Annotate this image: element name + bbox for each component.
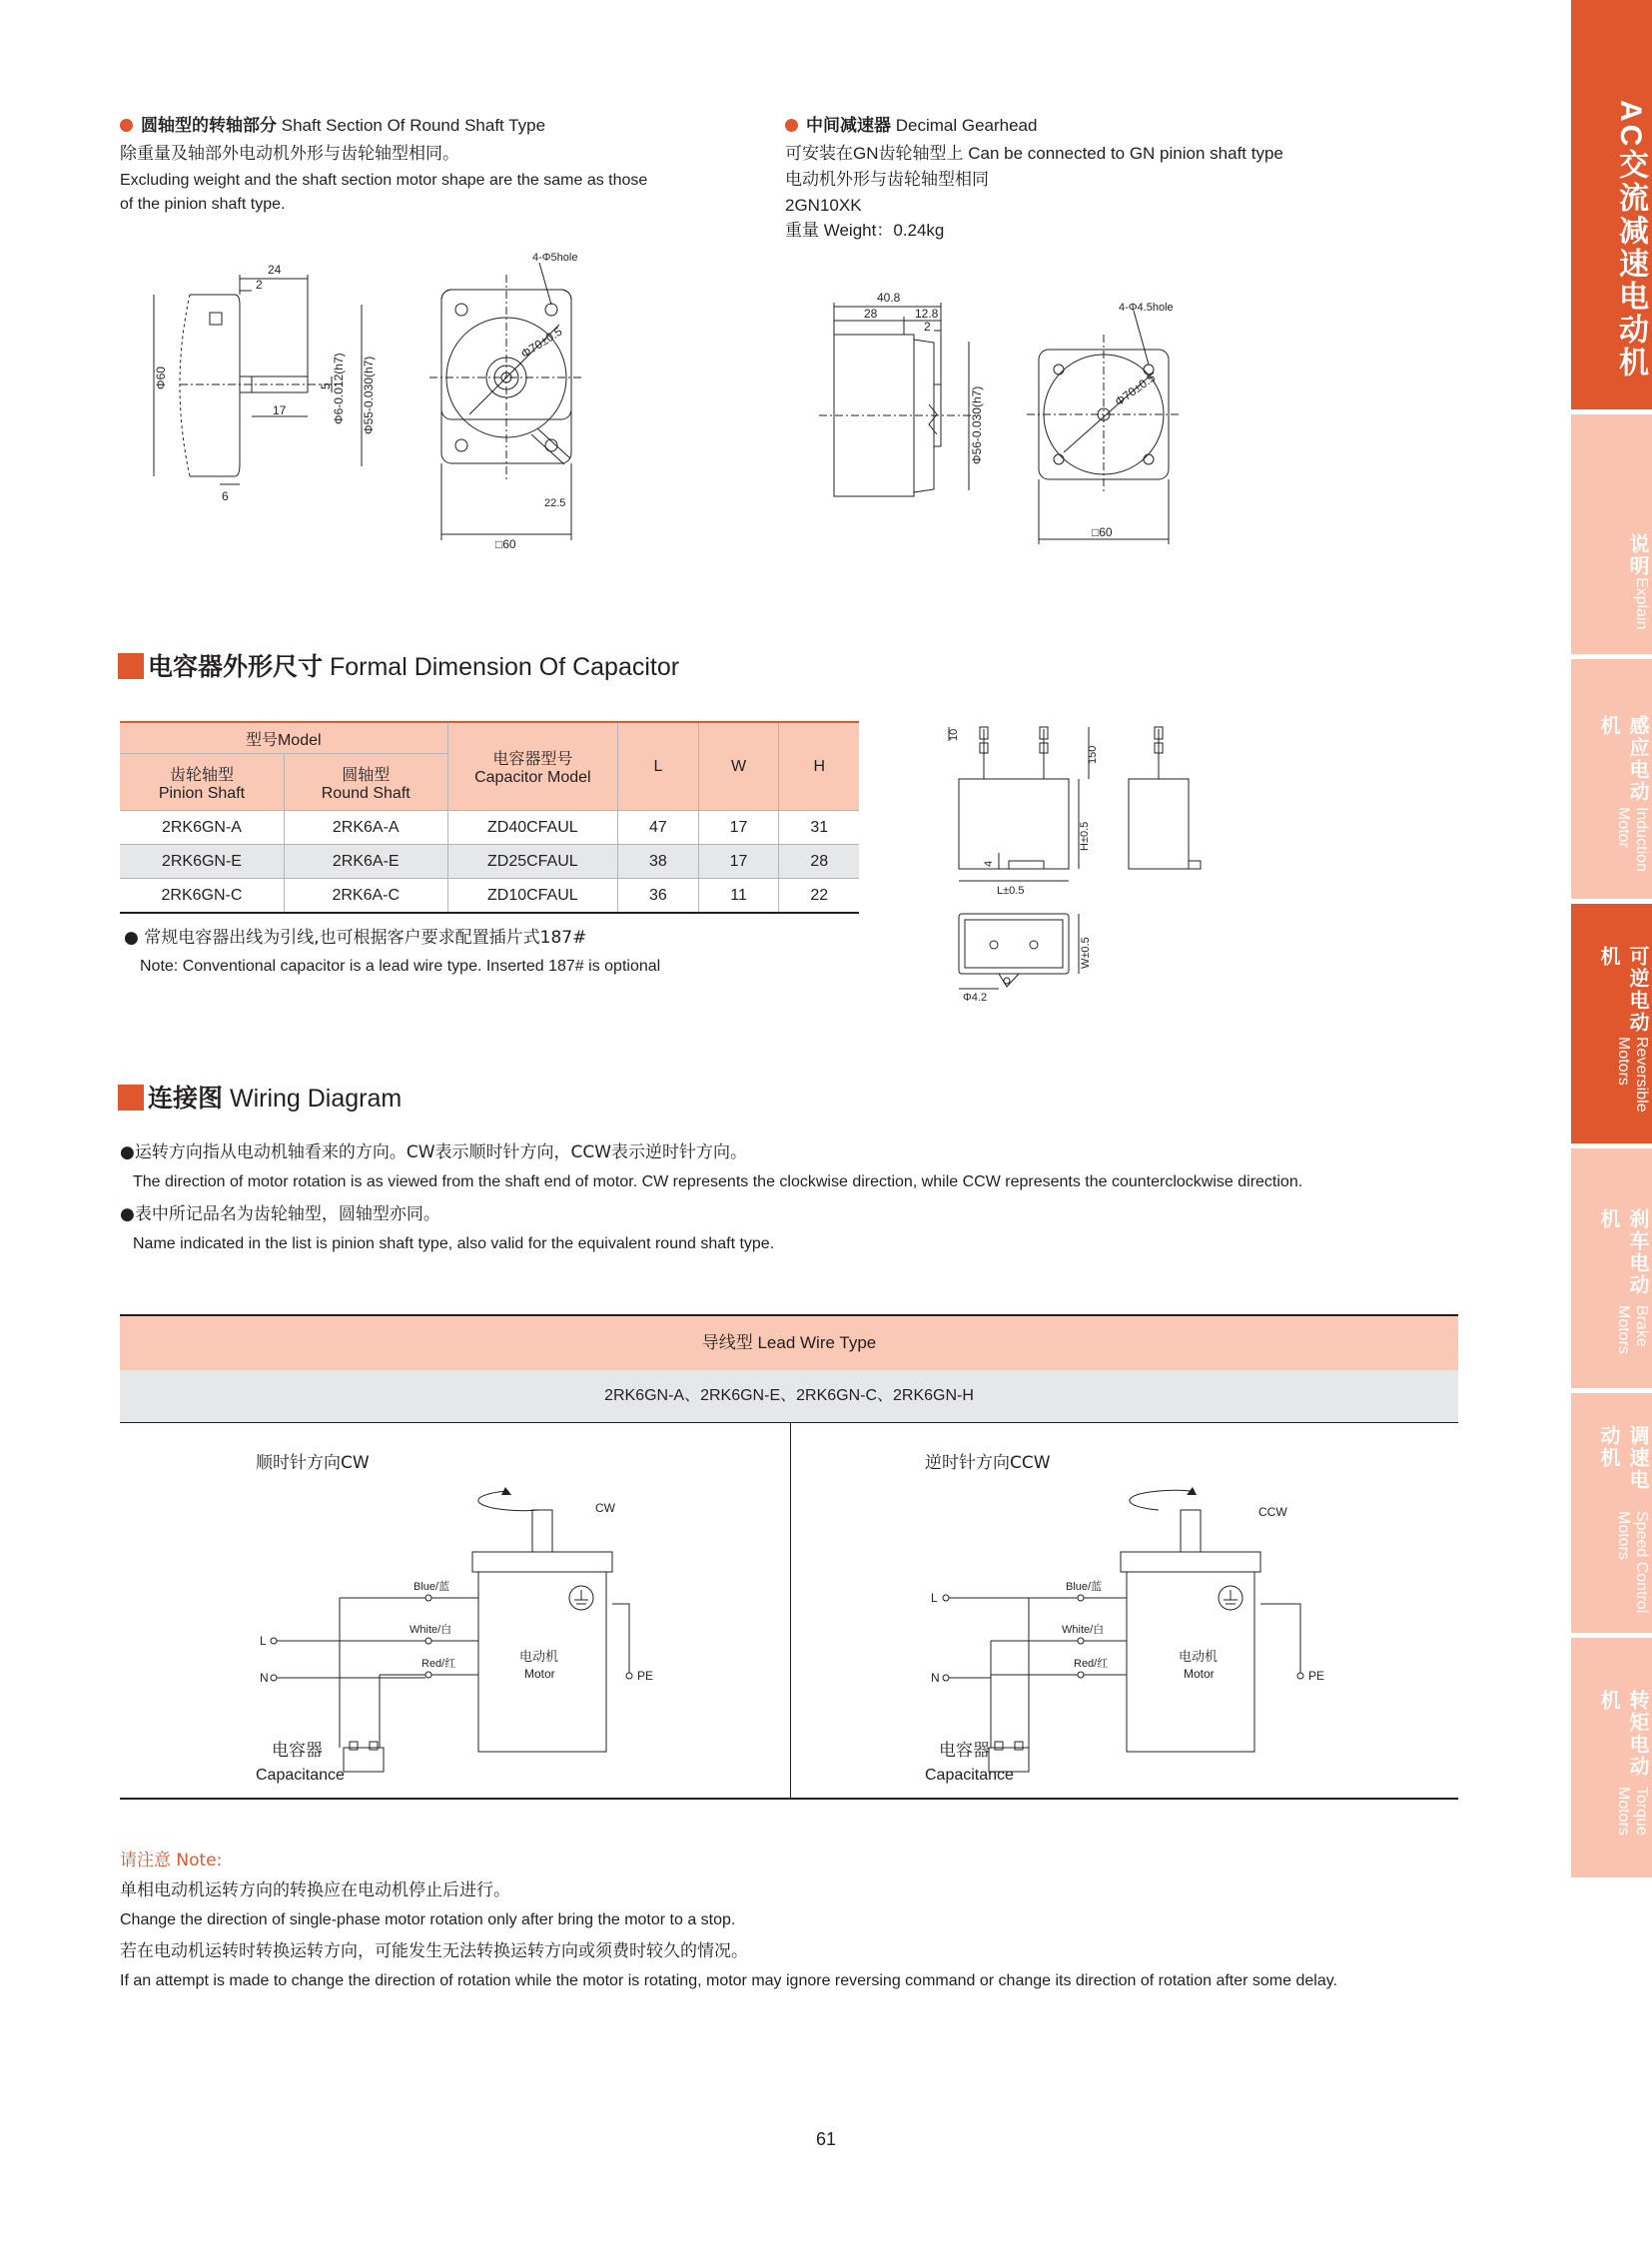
dim-phi70: Φ70±0.5 — [518, 324, 565, 362]
gearhead-desc2: 电动机外形与齿轮轴型相同 — [785, 170, 989, 190]
sidebar-item-label: 转矩电动机 — [1597, 1690, 1648, 1778]
sidebar-item-brake[interactable] — [1571, 1148, 1652, 1388]
capacitor-drawing — [939, 709, 1239, 1009]
capacitor-note-en: Note: Conventional capacitor is a lead wire type. Inserted 187# is optional — [140, 958, 661, 975]
note-line3: 若在电动机运转时转换运转方向，可能发生无法转换运转方向或须费时较久的情况。 — [120, 1941, 748, 1961]
dim-40-8: 40.8 — [877, 291, 901, 305]
cap-dim-150: 150 — [1087, 745, 1099, 764]
cell-h: 28 — [779, 845, 859, 879]
bullet-icon — [785, 119, 798, 132]
wiring-bullet2-en: Name indicated in the list is pinion shaft type, also valid for the equivalent round shaft type. — [133, 1235, 775, 1252]
cell-w: 11 — [698, 879, 779, 914]
dim-phi55: Φ55-0.030(h7) — [362, 356, 376, 434]
dim-6: 6 — [222, 489, 229, 503]
sidebar-item-reversible[interactable] — [1571, 904, 1652, 1143]
capacitor-note-cn: ● 常规电容器出线为引线,也可根据客户要求配置插片式187# — [124, 928, 587, 948]
th-cap-cn: 电容器型号 — [492, 751, 573, 768]
gearhead-heading — [785, 113, 1037, 139]
note-line1: 单相电动机运转方向的转换应在电动机停止后进行。 — [120, 1880, 510, 1900]
ccw-dir-label: CCW — [1258, 1505, 1287, 1519]
ccw-pe-label: PE — [1308, 1669, 1325, 1683]
cell-l: 36 — [618, 879, 699, 914]
cw-motor-en: Motor — [524, 1667, 555, 1681]
cw-red-label: Red/红 — [421, 1658, 456, 1670]
gearhead-heading-cn: 中间减速器 — [806, 116, 891, 136]
dim-phi6: Φ6-0.012(h7) — [332, 353, 346, 424]
sidebar-item-sublabel: Torque Motors — [1615, 1787, 1650, 1837]
dim-sq60: □60 — [1092, 525, 1113, 539]
th-capacitor-model — [447, 722, 618, 811]
cap-dim-h: H±0.5 — [1079, 821, 1091, 851]
dim-2: 2 — [256, 278, 263, 292]
th-round — [284, 754, 447, 811]
capacitor-section-title — [118, 647, 679, 683]
lead-wire-type-header: 导线型 Lead Wire Type — [120, 1314, 1458, 1370]
gearhead-heading-en: Decimal Gearhead — [895, 116, 1038, 135]
round-shaft-desc-cn: 除重量及轴部外电动机外形与齿轮轴型相同。 — [120, 144, 459, 164]
table-row — [120, 811, 859, 845]
gearhead-model: 2GN10XK — [785, 196, 862, 215]
wiring-bottom-rule — [120, 1798, 1458, 1800]
ccw-red-label: Red/红 — [1074, 1658, 1109, 1670]
th-pinion-cn: 齿轮轴型 — [169, 766, 234, 784]
page-number: 61 — [815, 2129, 837, 2149]
cw-pe-label: PE — [637, 1669, 654, 1683]
dim-phi60: Φ60 — [154, 367, 168, 389]
ccw-blue-label: Blue/蓝 — [1066, 1581, 1103, 1593]
cap-dim-phi4-2: Φ4.2 — [963, 992, 988, 1004]
sidebar-item-sublabel: Reversible Motors — [1615, 1037, 1650, 1113]
table-row — [120, 845, 859, 879]
th-cap-en: Capacitor Model — [474, 769, 591, 786]
th-round-en: Round Shaft — [321, 784, 411, 802]
ccw-cap-cn: 电容器 — [939, 1741, 990, 1761]
cw-cap-cn: 电容器 — [272, 1741, 323, 1761]
dim-17: 17 — [273, 403, 287, 417]
cell-h: 22 — [779, 879, 859, 914]
dim-2: 2 — [924, 320, 931, 334]
cw-white-label: White/白 — [410, 1624, 452, 1636]
th-l: L — [618, 722, 699, 811]
ccw-n-label: N — [931, 1671, 940, 1685]
th-w: W — [698, 722, 779, 811]
cap-dim-l: L±0.5 — [997, 885, 1025, 897]
cell-w: 17 — [698, 845, 779, 879]
cell-h: 31 — [779, 811, 859, 845]
ccw-cap-en: Capacitance — [925, 1767, 1014, 1784]
wiring-bullet1-en: The direction of motor rotation is as viewed from the shaft end of motor. CW represents the clockwise direction, while CCW represents the counterclockwise direction. — [133, 1173, 1303, 1190]
note-line4: If an attempt is made to change the direction of rotation while the motor is rotating, motor may ignore reversing command or change its direction of rotation after some delay. — [120, 1972, 1337, 1989]
cw-l-label: L — [260, 1634, 267, 1648]
cw-n-label: N — [260, 1671, 269, 1685]
cell-round: 2RK6A-A — [284, 811, 447, 845]
sidebar-item-explain[interactable] — [1571, 414, 1652, 654]
th-pinion-en: Pinion Shaft — [158, 784, 246, 802]
sidebar-main-tab[interactable] — [1571, 0, 1652, 409]
bullet-icon — [120, 119, 133, 132]
ccw-white-label: White/白 — [1062, 1624, 1105, 1636]
round-shaft-desc-en1: Excluding weight and the shaft section motor shape are the same as those — [120, 172, 648, 189]
sidebar-item-label: 调速电动机 — [1597, 1425, 1648, 1491]
dim-sq60: □60 — [495, 537, 516, 551]
th-round-cn: 圆轴型 — [342, 766, 391, 784]
cw-cap-en: Capacitance — [256, 1767, 345, 1784]
cell-l: 47 — [618, 811, 699, 845]
th-pinion — [120, 754, 284, 811]
sidebar-item-induction[interactable] — [1571, 659, 1652, 899]
dim-5: 5 — [319, 382, 333, 389]
sidebar-item-sublabel: Explain — [1633, 577, 1650, 630]
cap-dim-w: W±0.5 — [1080, 937, 1092, 969]
round-shaft-drawing — [140, 245, 639, 554]
sidebar-item-label: 感应电动机 — [1597, 715, 1648, 803]
ccw-l-label: L — [931, 1591, 938, 1605]
cw-motor-cn: 电动机 — [519, 1649, 559, 1664]
dim-22-5: 22.5 — [544, 497, 566, 509]
cell-round: 2RK6A-C — [284, 879, 447, 914]
sidebar-item-label: 说明 — [1626, 533, 1648, 578]
wiring-models: 2RK6GN-A、2RK6GN-E、2RK6GN-C、2RK6GN-H — [120, 1370, 1458, 1423]
dim-phi70: Φ70±0.5 — [1112, 370, 1159, 409]
dim-holes: 4-Φ4.5hole — [1119, 302, 1174, 314]
wiring-bullet1-cn: ●运转方向指从电动机轴看来的方向。CW表示顺时针方向，CCW表示逆时针方向。 — [120, 1142, 748, 1162]
cell-cap: ZD10CFAUL — [447, 879, 618, 914]
round-shaft-heading-en: Shaft Section Of Round Shaft Type — [281, 116, 546, 135]
dim-holes: 4-Φ5hole — [532, 252, 578, 264]
sidebar-item-torque[interactable] — [1571, 1638, 1652, 1877]
round-shaft-heading-cn: 圆轴型的转轴部分 — [141, 116, 277, 136]
dim-24: 24 — [268, 263, 282, 277]
sidebar-item-sublabel: Brake Motors — [1615, 1304, 1650, 1354]
round-shaft-heading — [120, 113, 545, 139]
cw-blue-label: Blue/蓝 — [413, 1581, 450, 1593]
round-shaft-desc-en2: of the pinion shaft type. — [120, 196, 286, 213]
cell-cap: ZD25CFAUL — [447, 845, 618, 879]
cw-title: 顺时针方向CW — [256, 1453, 370, 1473]
capacitor-table — [120, 721, 859, 914]
cap-dim-4: 4 — [983, 860, 995, 867]
capacitor-title-cn: 电容器外形尺寸 — [148, 652, 324, 681]
gearhead-drawing — [809, 285, 1229, 554]
cap-dim-10: 10 — [948, 728, 960, 741]
dim-phi56: Φ56-0.030(h7) — [970, 385, 984, 464]
note-title: 请注意 Note: — [120, 1851, 223, 1870]
ccw-motor-cn: 电动机 — [1179, 1649, 1219, 1664]
sidebar-item-sublabel: Induction Motor — [1615, 806, 1650, 872]
wiring-divider — [790, 1423, 791, 1798]
section-square-icon — [118, 653, 144, 679]
capacitor-title-en: Formal Dimension Of Capacitor — [329, 653, 680, 681]
dim-28: 28 — [864, 307, 878, 321]
gearhead-weight: 重量 Weight：0.24kg — [785, 221, 945, 240]
ccw-title: 逆时针方向CCW — [925, 1453, 1051, 1473]
cell-w: 17 — [698, 811, 779, 845]
sidebar-item-label: 可逆电动机 — [1597, 946, 1648, 1034]
wiring-title-cn: 连接图 — [148, 1084, 224, 1113]
dim-12-8: 12.8 — [915, 307, 939, 321]
table-row — [120, 879, 859, 914]
cell-pinion: 2RK6GN-E — [120, 845, 284, 879]
sidebar-item-sublabel: Speed Control Motors — [1615, 1511, 1650, 1614]
note-line2: Change the direction of single-phase motor rotation only after bring the motor to a stop. — [120, 1911, 736, 1928]
th-h: H — [779, 722, 859, 811]
wiring-title-en: Wiring Diagram — [229, 1085, 403, 1113]
wiring-bullet2-cn: ●表中所记品名为齿轮轴型，圆轴型亦同。 — [120, 1204, 440, 1224]
cell-l: 38 — [618, 845, 699, 879]
th-model: 型号Model — [120, 722, 447, 754]
sidebar-item-label: 刹车电动机 — [1597, 1208, 1648, 1296]
gearhead-desc1: 可安装在GN齿轮轴型上 Can be connected to GN pinion shaft type — [785, 144, 1283, 163]
wiring-section-title — [118, 1079, 402, 1115]
sidebar-main-label: AC交流减速电动机 — [1614, 99, 1647, 380]
ccw-motor-en: Motor — [1184, 1667, 1215, 1681]
cell-round: 2RK6A-E — [284, 845, 447, 879]
section-square-icon — [118, 1085, 144, 1111]
cw-dir-label: CW — [595, 1501, 615, 1515]
cell-pinion: 2RK6GN-A — [120, 811, 284, 845]
cell-pinion: 2RK6GN-C — [120, 879, 284, 914]
sidebar-item-speed[interactable] — [1571, 1393, 1652, 1633]
cell-cap: ZD40CFAUL — [447, 811, 618, 845]
